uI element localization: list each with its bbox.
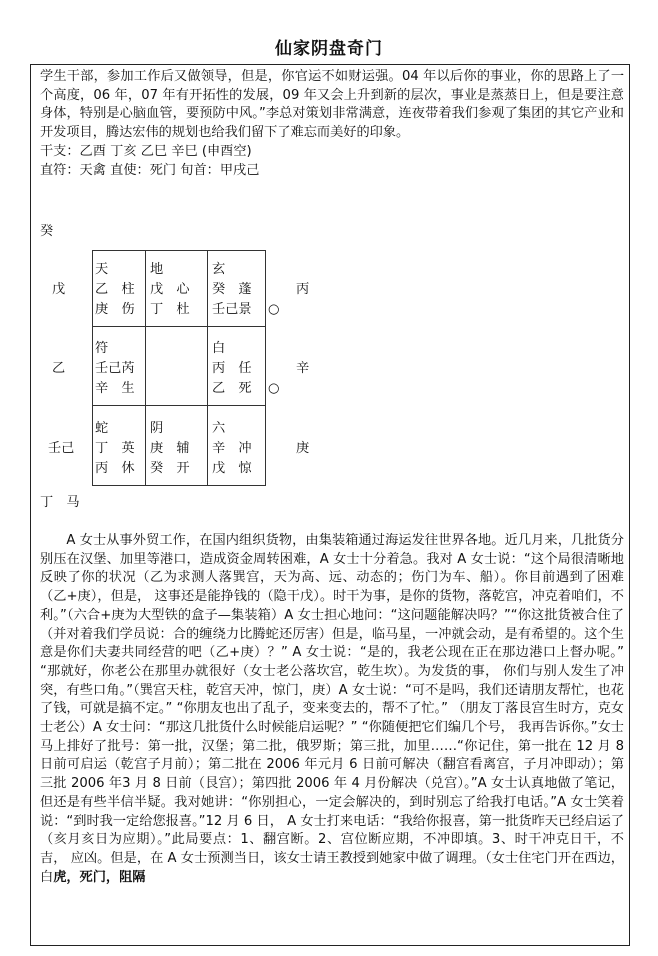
- story-text: A 女士从事外贸工作，在国内组织货物，由集装箱通过海运发往世界各地。近几月来，几批货分别压在汉堡、加里等港口，造成资金周转困难，A 女士十分着急。我对 A 女士说：“这个局很清晰地反映了你的状况（乙为求测人落巽宫，天为高、远、动态的；伤门为车、船）。你目前遇到了困难（乙+庚），但是， 这事还是能挣钱的（隐干戊）。时干为事，是你的货物，落乾宫，冲克着咱们，不利。”（六合+庚为大型铁的盒子—集装箱）A 女士担心地问：“这问题能解决吗？”“你这批货被合住了（并对着我们学员说：合的缠绕力比腾蛇还厉害）但是，临马星，一冲就会动，是有希望的。这个生意是你们夫妻共同经营的吧（乙+庚）？” A 女士说：“是的，我老公现在正在那边港口上督办呢。” “那就好，你老公在那里办就很好（女士老公落坎宫，乾生坎）。为发货的事， 你们与别人发生了冲突，有些口角。”（巽宫天柱，乾宫天冲，惊门，庚）A 女士说：“可不是吗，我们还请朋友帮忙，也花了钱，可就是搞不定。” “你朋友也出了乱子，变来变去的，帮不了忙。” （朋友丁落艮宫生时方，克女士老公）A 女士问：“那这几批货什么时候能启运呢？” “你随便把它们编几个号， 我再告诉你。”女士马上排好了批号：第一批，汉堡；第二批，俄罗斯；第三批，加里……“你记住，第一批在 12 月 8 日前可启运（乾宫子月前）；第二批在 2006 年元月 6 日前可解决（翻宫看离宫，子月冲即动）；第三批 2006 年3 月 8 日前（艮宫）；第四批 2006 年 4 月份解决（兑宫）。”A 女士认真地做了笔记，但还是有些半信半疑。我对她讲：“你别担心，一定会解决的，到时别忘了给我打电话。”A 女士笑着说：“到时我一定给您报喜。”12 月 6 日， A 女士打来电话：“我给你报喜，第一批货昨天已经启运了（亥月亥日为应期）。”此局要点：1、翻宫断。2、宫位断应期，不冲即填。3、时干冲克日干，不吉， 应凶。但是，在 A 女士预测当日，该女士请王教授到她家中做了调理。（女士住宅门开在西边，白: [40, 533, 624, 885]
- row1-c3-star: 癸 蓬: [212, 282, 252, 297]
- row2-c1-god: 符: [95, 341, 109, 356]
- chart-bottom-border: [92, 485, 266, 486]
- story-section: [40, 532, 624, 887]
- row3-c1-star: 丁 英: [95, 441, 135, 456]
- row3-c1-god: 蛇: [95, 421, 109, 436]
- row3-c3-star: 辛 冲: [212, 441, 252, 456]
- row1-empty-mark: ○: [268, 302, 280, 317]
- ganzhi-line: 干支：乙酉 丁亥 乙巳 辛巳 (申酉空): [40, 143, 252, 159]
- row2-c1-door: 辛 生: [95, 381, 135, 396]
- story-paragraph: [40, 532, 624, 887]
- row2-c3-god: 白: [212, 341, 226, 356]
- row1-c1-god: 天: [95, 262, 109, 277]
- chart-col-divider-1: [145, 250, 146, 486]
- row3-c2-star: 庚 辅: [150, 441, 190, 456]
- row2-left-label: 乙: [52, 361, 66, 376]
- row3-left-label: 壬己: [48, 441, 75, 456]
- row3-c2-god: 阴: [150, 421, 164, 436]
- row1-left-label: 戊: [52, 282, 66, 297]
- row1-c3-god: 玄: [212, 262, 226, 277]
- row1-c1-star: 乙 柱: [95, 282, 135, 297]
- chart-col-divider-2: [207, 250, 208, 486]
- chart-bottom-label: 丁 马: [40, 495, 80, 510]
- row1-c2-star: 戊 心: [150, 282, 190, 297]
- row2-empty-mark: ○: [268, 381, 280, 396]
- chart-top-border: [92, 250, 266, 251]
- chart-divider-1: [92, 326, 266, 327]
- row3-c1-door: 丙 休: [95, 461, 135, 476]
- row1-c2-door: 丁 杜: [150, 302, 190, 317]
- chart-left-border: [92, 250, 93, 486]
- chart-top-label: 癸: [40, 224, 54, 239]
- row3-right-label: 庚: [296, 441, 310, 456]
- row1-c3-door: 壬己景: [212, 302, 252, 317]
- page-title: 仙家阴盘奇门: [275, 39, 383, 59]
- row3-c3-god: 六: [212, 421, 226, 436]
- story-text-bold: 虎，死门，阻隔: [53, 869, 146, 885]
- chart-divider-2: [92, 405, 266, 406]
- zhifu-line: 直符：天禽 直使：死门 旬首：甲戌己: [40, 162, 260, 178]
- row1-c2-god: 地: [150, 262, 164, 277]
- chart-right-border: [265, 250, 266, 486]
- row3-c3-door: 戊 惊: [212, 461, 252, 476]
- row2-right-label: 辛: [296, 361, 310, 376]
- row1-c1-door: 庚 伤: [95, 302, 135, 317]
- intro-text: 学生干部，参加工作后又做领导，但是，你官运不如财运强。04 年以后你的事业，你的思路上了一个高度，06 年，07 年有开拓性的发展，09 年又会上升到新的层次，事业是蒸蒸日上，但是要注意身体，特别是心脑血管，要预防中风。”李总对策划非常满意，连夜带着我们参观了集团的其它产业和开发项目，腾达宏伟的规划也给我们留下了难忘而美好的印象。: [40, 69, 624, 141]
- row2-c3-door: 乙 死: [212, 381, 252, 396]
- row3-c2-door: 癸 开: [150, 461, 190, 476]
- row2-c3-star: 丙 任: [212, 361, 252, 376]
- row2-c1-star: 壬己芮: [95, 361, 135, 376]
- row1-right-label: 丙: [296, 282, 310, 297]
